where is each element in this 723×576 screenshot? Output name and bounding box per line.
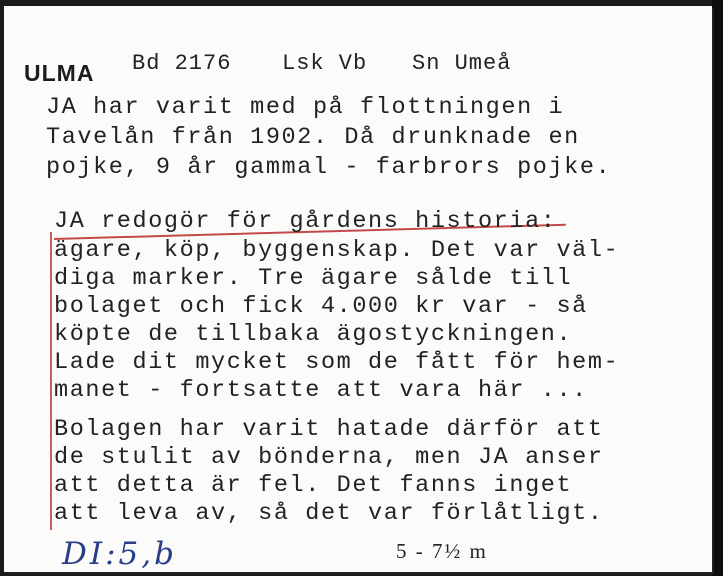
paragraph-3-line-4: att leva av, så det var förlåtligt. xyxy=(54,500,604,527)
paragraph-2-line-1: JA redogör för gårdens historia: xyxy=(54,208,557,235)
paragraph-2-line-3: diga marker. Tre ägare sålde till xyxy=(54,265,573,292)
paragraph-2-line-7: manet - fortsatte att vara här ... xyxy=(54,377,588,404)
paragraph-2-line-6: Lade dit mycket som de fått för hem- xyxy=(54,349,620,376)
archive-index-card xyxy=(4,6,712,572)
parish-stamp: ULMA xyxy=(24,60,95,86)
paragraph-3-line-3: att detta är fel. Det fanns inget xyxy=(54,472,573,499)
paragraph-3-line-1: Bolagen har varit hatade därför att xyxy=(54,416,604,443)
paragraph-2-line-4: bolaget och fick 4.000 kr var - så xyxy=(54,293,588,320)
paragraph-1-line-1: JA har varit med på flottningen i xyxy=(46,94,565,121)
paragraph-1-line-2: Tavelån från 1902. Då drunknade en xyxy=(46,124,580,151)
scan-edge-right xyxy=(712,0,723,576)
page-reference: 5 - 7½ m xyxy=(396,539,488,563)
card-reference: Bd 2176 xyxy=(132,51,232,76)
card-parish: Sn Umeå xyxy=(412,51,512,76)
paragraph-1-line-3: pojke, 9 år gammal - farbrors pojke. xyxy=(46,154,612,181)
paragraph-2-line-5: köpte de tillbaka ägostyckningen. xyxy=(54,321,573,348)
card-collection: Lsk Vb xyxy=(282,51,368,76)
handwritten-classification: DI:5,b xyxy=(62,536,177,572)
paragraph-3-line-2: de stulit av bönderna, men JA anser xyxy=(54,444,604,471)
red-margin-line xyxy=(50,232,52,530)
paragraph-2-line-2: ägare, köp, byggenskap. Det var väl- xyxy=(54,237,620,264)
